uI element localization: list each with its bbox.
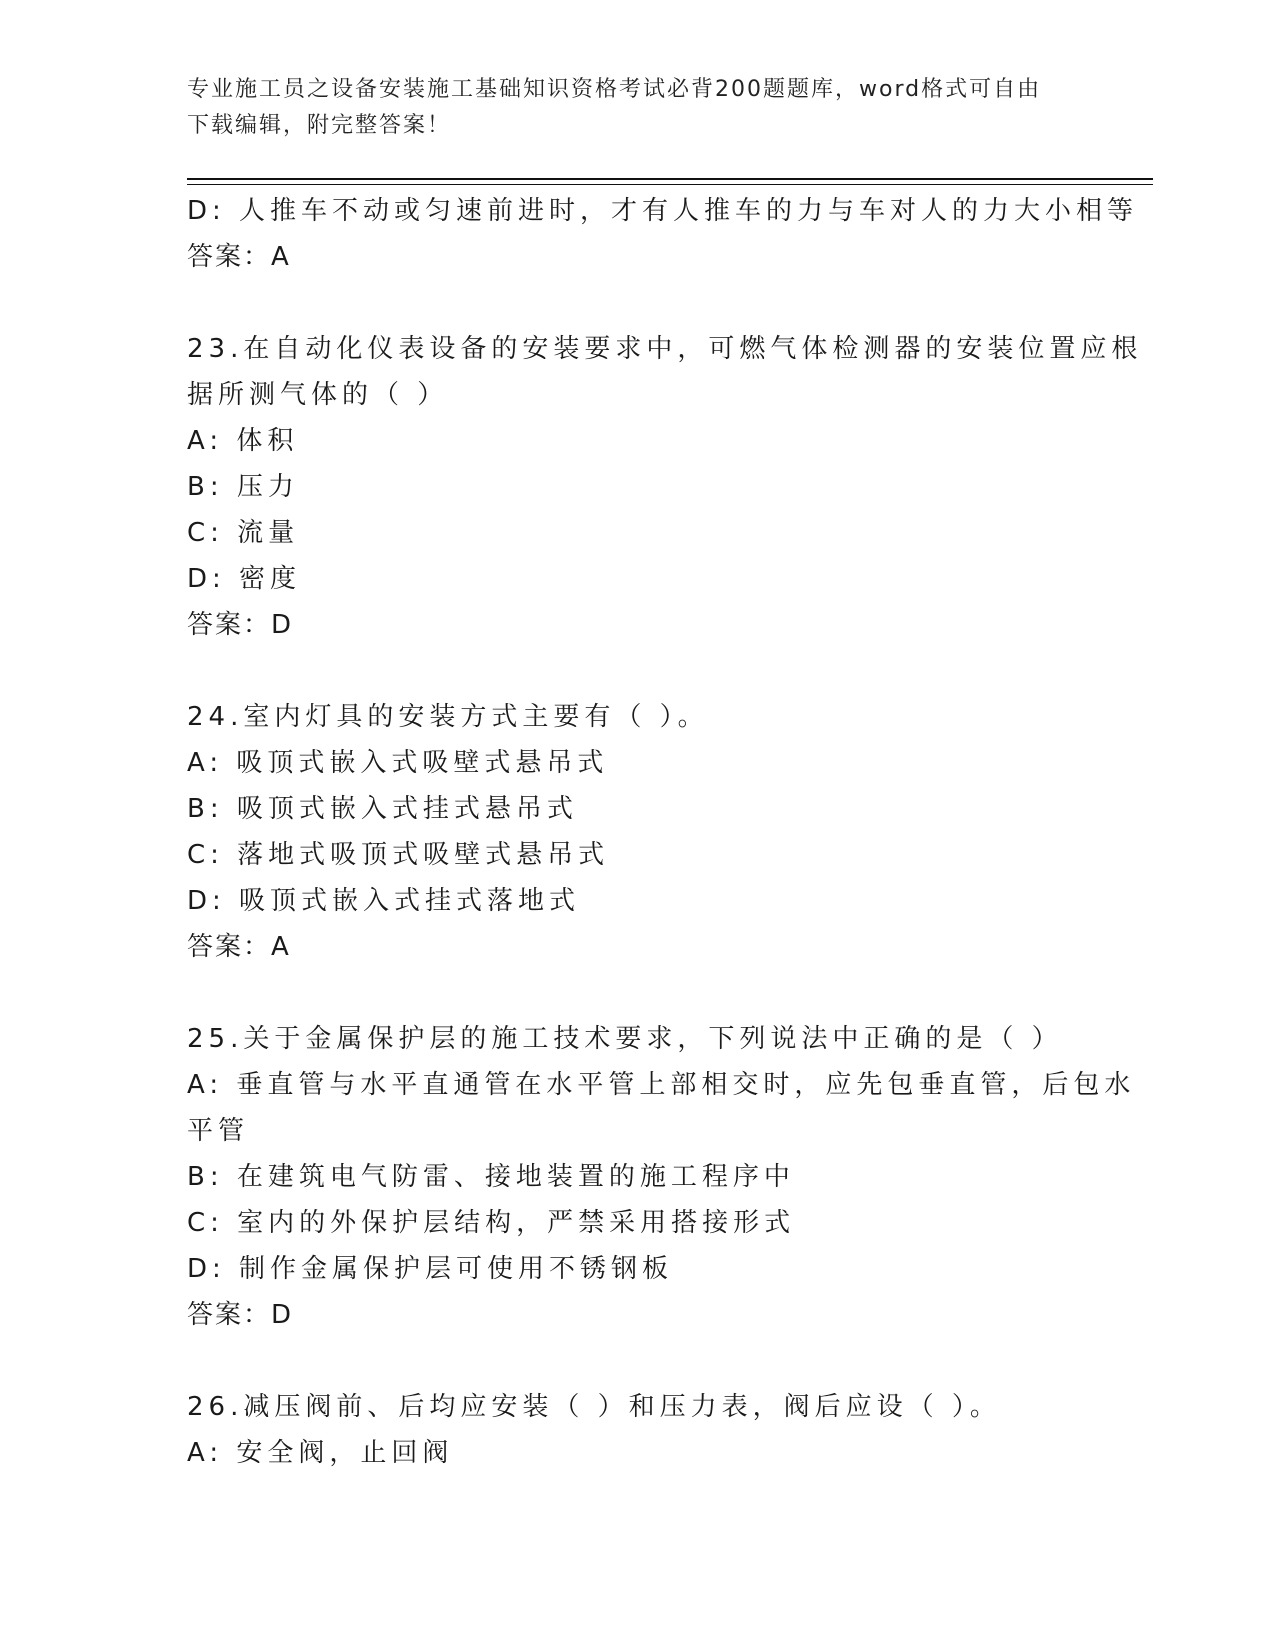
option-c: C: 室内的外保护层结构，严禁采用搭接形式 [187, 1208, 796, 1238]
question-stem: 26.减压阀前、后均应安装（ ）和压力表，阀后应设（ ）。 [187, 1392, 1001, 1422]
question-stem: 25.关于金属保护层的施工技术要求，下列说法中正确的是（ ） [187, 1024, 1063, 1054]
option-b: B: 压力 [187, 472, 299, 502]
prev-answer: 答案：A [187, 242, 291, 272]
answer: 答案：A [187, 932, 291, 962]
question-23 [187, 326, 1143, 648]
option-b: B: 吸顶式嵌入式挂式悬吊式 [187, 794, 578, 824]
question-25 [187, 1016, 1136, 1338]
question-24 [187, 694, 1087, 970]
option-d: D: 密度 [187, 564, 302, 594]
header-divider-thin [187, 184, 1153, 185]
option-a: A: 垂直管与水平直通管在水平管上部相交时，应先包垂直管，后包水 [187, 1070, 1136, 1100]
question-26 [187, 1384, 1087, 1476]
document-header [187, 72, 1087, 144]
header-line-1: 专业施工员之设备安装施工基础知识资格考试必背200题题库，word格式可自由 [187, 77, 1042, 102]
option-d: D: 吸顶式嵌入式挂式落地式 [187, 886, 581, 916]
option-b: B: 在建筑电气防雷、接地装置的施工程序中 [187, 1162, 795, 1192]
option-d: D: 制作金属保护层可使用不锈钢板 [187, 1254, 674, 1284]
question-stem-cont: 据所测气体的（ ） [187, 380, 449, 410]
question-list [187, 188, 1143, 1476]
header-divider-thick [187, 178, 1153, 180]
option-a-cont: 平管 [187, 1116, 250, 1146]
option-c: C: 落地式吸顶式吸壁式悬吊式 [187, 840, 610, 870]
question-stem: 23.在自动化仪表设备的安装要求中，可燃气体检测器的安装位置应根 [187, 334, 1143, 364]
option-c: C: 流量 [187, 518, 300, 548]
option-a: A: 安全阀，止回阀 [187, 1438, 454, 1468]
option-a: A: 吸顶式嵌入式吸壁式悬吊式 [187, 748, 609, 778]
question-stem: 24.室内灯具的安装方式主要有（ ）。 [187, 702, 709, 732]
header-line-2: 下载编辑，附完整答案！ [187, 113, 452, 138]
answer: 答案：D [187, 1300, 294, 1330]
option-a: A: 体积 [187, 426, 299, 456]
prev-option-d: D: 人推车不动或匀速前进时，才有人推车的力与车对人的力大小相等 [187, 196, 1139, 226]
answer: 答案：D [187, 610, 294, 640]
